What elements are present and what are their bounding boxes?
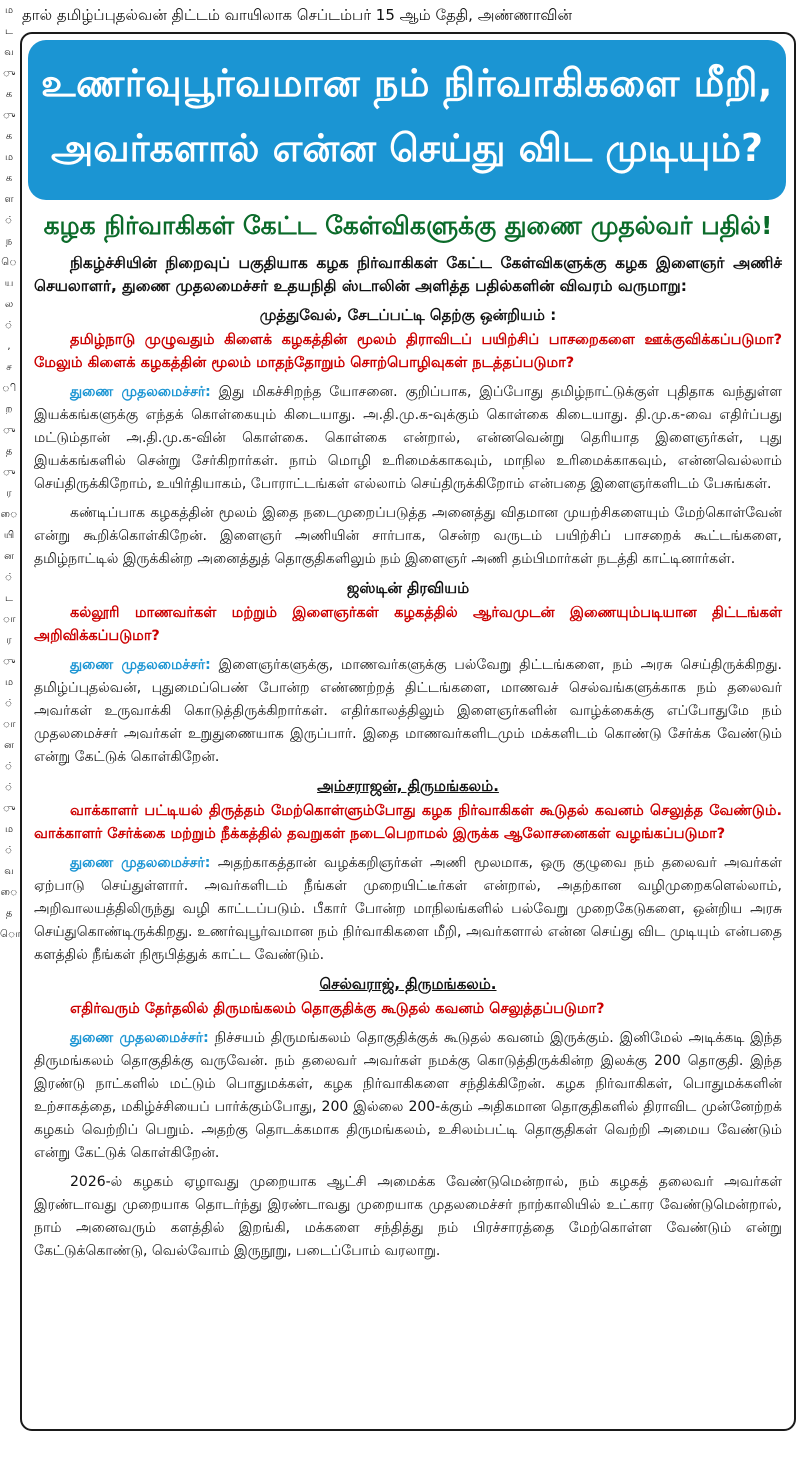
gutter-char: ் — [4, 782, 14, 793]
gutter-char: ம — [4, 677, 14, 688]
gutter-char: ச — [6, 362, 12, 373]
gutter-char: ொ — [0, 929, 21, 940]
headline-line-1: உணர்வுபூர்வமான நம் நிர்வாகிகளை மீறி, — [41, 61, 773, 105]
preceding-article-text: தால் தமிழ்ப்புதல்வன் திட்டம் வாயிலாக செப்டம்பர் 15 ஆம் தேதி, அண்ணாவின் — [22, 6, 573, 24]
gutter-char: ன — [4, 740, 14, 751]
gutter-char: ட — [5, 26, 13, 37]
intro-paragraph: நிகழ்ச்சியின் நிறைவுப் பகுதியாக கழக நிர்வாகிகள் கேட்ட கேள்விகளுக்கு கழக இளைஞர் அணிச் செயலாளர், துணை முதலமைச்சர் உதயநிதி ஸ்டாலின் அளித்த பதில்களின் விவரம் வருமாறு: — [34, 254, 782, 295]
closing-paragraph: 2026-ல் கழகம் ஏழாவது முறையாக ஆட்சி அமைக்க வேண்டுமென்றால், நம் கழகத் தலைவர் அவர்கள் இரண்டாவது முறையாக தொடர்ந்து இரண்டாவது முறையாக முதலமைச்சர் நாற்காலியில் உட்கார வேண்டுமென்றால், நாம் அனைவரும் களத்தில் இறங்கி, மக்களை சந்தித்து நம் பிரச்சாரத்தை மேற்கொள்ள வேண்டும் என்று கேட்டுக்கொண்டு, வெல்வோம் இருநூறு, படைப்போம் வரலாறு. — [34, 1174, 782, 1259]
gutter-char: ி — [1, 383, 17, 394]
headline-banner — [28, 40, 786, 200]
questioner-name-text: அம்சராஜன், திருமங்கலம். — [317, 777, 499, 795]
questioner-name — [34, 304, 782, 327]
gutter-char: யி — [3, 530, 15, 541]
questioner-name — [34, 577, 782, 600]
answer-text: அதற்காகத்தான் வழக்கறிஞர்கள் அணி மூலமாக, ஒரு குழுவை நம் தலைவர் அவர்கள் ஏற்பாடு செய்துள்ளார். அவர்களிடம் நீங்கள் முறையிட்டீர்கள் என்றால், அதற்கான வழிமுறைகளெல்லாம், அறிவாலயத்திலிருந்து வழி காட்டப்படும். பீகார் போன்ற மாநிலங்களில் பல்வேறு முறைகேடுகளை, ஒன்றிய அரசு செய்துகொண்டிருக்கிறது. உணர்வுபூர்வமான நம் நிர்வாகிகளை மீறி, அவர்களால் என்ன செய்து விட முடியும் என்பதை களத்தில் நீங்கள் நிரூபித்துக் காட்ட வேண்டும். — [34, 855, 783, 963]
gutter-char: ் — [4, 698, 14, 709]
gutter-char: ட — [5, 593, 13, 604]
answer-paragraph — [34, 654, 782, 769]
gutter-char: ு — [2, 467, 16, 478]
gutter-char: ் — [4, 320, 14, 331]
gutter-char: ் — [4, 215, 14, 226]
gutter-char: த — [5, 446, 13, 457]
gutter-char: ற — [5, 404, 13, 415]
gutter-char: ர — [6, 635, 12, 646]
questioner-name-text: முத்துவேல், சேடப்பட்டி தெற்கு ஒன்றியம் : — [259, 306, 557, 324]
gutter-char: ை — [0, 887, 18, 898]
gutter-char: க — [5, 89, 13, 100]
gutter-char: ந — [5, 236, 13, 247]
gutter-char: ள — [4, 194, 14, 205]
gutter-char: ம — [4, 152, 14, 163]
gutter-char: ம — [4, 5, 14, 16]
answer-continuation: கண்டிப்பாக கழகத்தின் மூலம் இதை நடைமுறைப்படுத்த அனைத்து விதமான முயற்சிகளையும் மேற்கொள்வேன் என்று கூறிக்கொள்கிறேன். இளைஞர் அணியின் சார்பாக, சென்ற வருடம் பயிற்சிப் பாசறைக் கூட்டங்களை, தமிழ்நாட்டில் இருக்கின்ற அனைத்துத் தொகுதிகளிலும் நம் இளைஞர் அணி தம்பிமார்கள் நடத்தி காட்டினார்கள். — [34, 505, 782, 567]
subheading: கழக நிர்வாகிகள் கேட்ட கேள்விகளுக்கு துணை முதல்வர் பதில்! — [43, 211, 773, 240]
gutter-char: த — [5, 908, 13, 919]
gutter-char: ு — [2, 68, 16, 79]
answer-paragraph — [34, 1027, 782, 1165]
gutter-char: ய — [4, 278, 14, 289]
gutter-char: ் — [4, 761, 14, 772]
gutter-char: வ — [4, 47, 14, 58]
answer-label: துணை முதலமைச்சர்: — [70, 1030, 209, 1046]
gutter-char: ா — [2, 719, 16, 730]
questioner-name — [34, 775, 782, 798]
gutter-char: ு — [2, 110, 16, 121]
article-box — [20, 32, 796, 1431]
gutter-char: ் — [4, 572, 14, 583]
answer-label: துணை முதலமைச்சர்: — [70, 384, 211, 400]
question-text: எதிர்வரும் தேர்தலில் திருமங்கலம் தொகுதிக்கு கூடுதல் கவனம் செலுத்தப்படுமா? — [70, 1001, 605, 1017]
gutter-char: ம — [4, 824, 14, 835]
answer-text: நிச்சயம் திருமங்கலம் தொகுதிக்குக் கூடுதல் கவனம் இருக்கும். இனிமேல் அடிக்கடி இந்த திருமங்கலம் தொகுதிக்கு வருவேன். நம் தலைவர் அவர்கள் நமக்கு கொடுத்திருக்கின்ற இலக்கு 200 தொகுதி. இந்த இரண்டு நாட்களில் மட்டும் பொதுமக்கள், கழக நிர்வாகிகளை சந்திக்கிறேன். கழக நிர்வாகிகள், பொதுமக்களின் உற்சாகத்தை, மகிழ்ச்சியைப் பார்க்கும்போது, 200 இல்லை 200-க்கும் அதிகமான தொகுதிகளில் திராவிட முன்னேற்றக் கழகம் வெற்றிப் பெறும். அதற்கு தொடக்கமாக திருமங்கலம், உசிலம்பட்டி தொகுதிகள் வெற்றி அமைய வேண்டும் என்று கேட்டுக் கொள்கிறேன். — [34, 1030, 782, 1161]
gutter-char: ல — [4, 299, 14, 310]
answer-text: இது மிகச்சிறந்த யோசனை. குறிப்பாக, இப்போது தமிழ்நாட்டுக்குள் புதிதாக வந்துள்ள இயக்கங்களுக்கு எந்தக் கொள்கையும் கிடையாது. அ.தி.மு.க-வுக்கும் கொள்கை கிடையாது. தி.மு.க-வை எதிர்ப்பது மட்டும்தான் அ.தி.மு.க-வின் கொள்கை. கொள்கை என்றால், என்னவென்று தெரியாத இளைஞர்கள், புது இயக்கங்களில் சென்று சேர்கிறார்கள். நாம் மொழி உரிமைக்காகவும், மாநில உரிமைக்காகவும், என்னவெல்லாம் செய்திருக்கிறோம், உயிர்தியாகம், போராட்டங்கள் எல்லாம் செய்திருக்கிறோம் என்பதை இளைஞர்களிடம் பேசுங்கள். — [34, 384, 782, 492]
gutter-char: ர — [6, 488, 12, 499]
gutter-char: ு — [2, 656, 16, 667]
gutter-char: ு — [2, 425, 16, 436]
article-body — [34, 252, 782, 1269]
answer-label: துணை முதலமைச்சர்: — [70, 855, 211, 871]
gutter-char: வ — [4, 866, 14, 877]
gutter-char: ன — [4, 551, 14, 562]
answer-label: துணை முதலமைச்சர்: — [70, 657, 211, 673]
gutter-char: ெ — [1, 257, 17, 268]
answer-paragraph — [34, 852, 782, 967]
answer-paragraph — [34, 381, 782, 496]
question-text: தமிழ்நாடு முழுவதும் கிளைக் கழகத்தின் மூலம் திராவிடப் பயிற்சிப் பாசறைகளை ஊக்குவிக்கப்படுமா? மேலும் கிளைக் கழகத்தின் மூலம் மாதந்தோறும் சொற்பொழிவுகள் நடத்தப்படுமா? — [34, 332, 782, 371]
questioner-name-text: செல்வராஜ், திருமங்கலம். — [319, 975, 497, 993]
gutter-char: , — [7, 341, 11, 352]
gutter-char: க — [5, 173, 13, 184]
gutter-char: ா — [2, 614, 16, 625]
gutter-char: ு — [2, 803, 16, 814]
questioner-name — [34, 973, 782, 996]
gutter-char: ் — [4, 845, 14, 856]
headline-line-2: அவர்களால் என்ன செய்து விட முடியும்? — [51, 126, 763, 170]
question-text: வாக்காளர் பட்டியல் திருத்தம் மேற்கொள்ளும்போது கழக நிர்வாகிகள் கூடுதல் கவனம் செலுத்த வேண்டும். வாக்காளர் சேர்க்கை மற்றும் நீக்கத்தில் தவறுகள் நடைபெறாமல் இருக்க ஆலோசனைகள் வழங்கப்படுமா? — [34, 803, 782, 842]
answer-text: இளைஞர்களுக்கு, மாணவர்களுக்கு பல்வேறு திட்டங்களை, நம் அரசு செய்திருக்கிறது. தமிழ்ப்புதல்வன், புதுமைப்பெண் போன்ற எண்ணற்றத் திட்டங்களை, மாணவச் செல்வங்களுக்காக நம் தலைவர் அவர்கள் உருவாக்கி கொடுத்திருக்கிறார்கள். எதிர்காலத்திலும் இளைஞர்களின் வாழ்க்கைக்கு எப்போதுமே நம் முதலமைச்சர் அவர்கள் உறுதுணையாக இருப்பார். இதை மாணவர்களிடமும் மக்களிடம் கொண்டு சேர்க்க வேண்டும் என்று கேட்டுக் கொள்கிறேன். — [34, 657, 782, 765]
adjacent-column-fragment — [0, 0, 21, 1467]
gutter-char: க — [5, 131, 13, 142]
gutter-char: ை — [0, 509, 18, 520]
question-text: கல்லூரி மாணவர்கள் மற்றும் இளைஞர்கள் கழகத்தில் ஆர்வமுடன் இணையும்படியான திட்டங்கள் அறிவிக்கப்படுமா? — [34, 605, 782, 644]
questioner-name-text: ஜஸ்டின் திரவியம் — [346, 579, 470, 597]
